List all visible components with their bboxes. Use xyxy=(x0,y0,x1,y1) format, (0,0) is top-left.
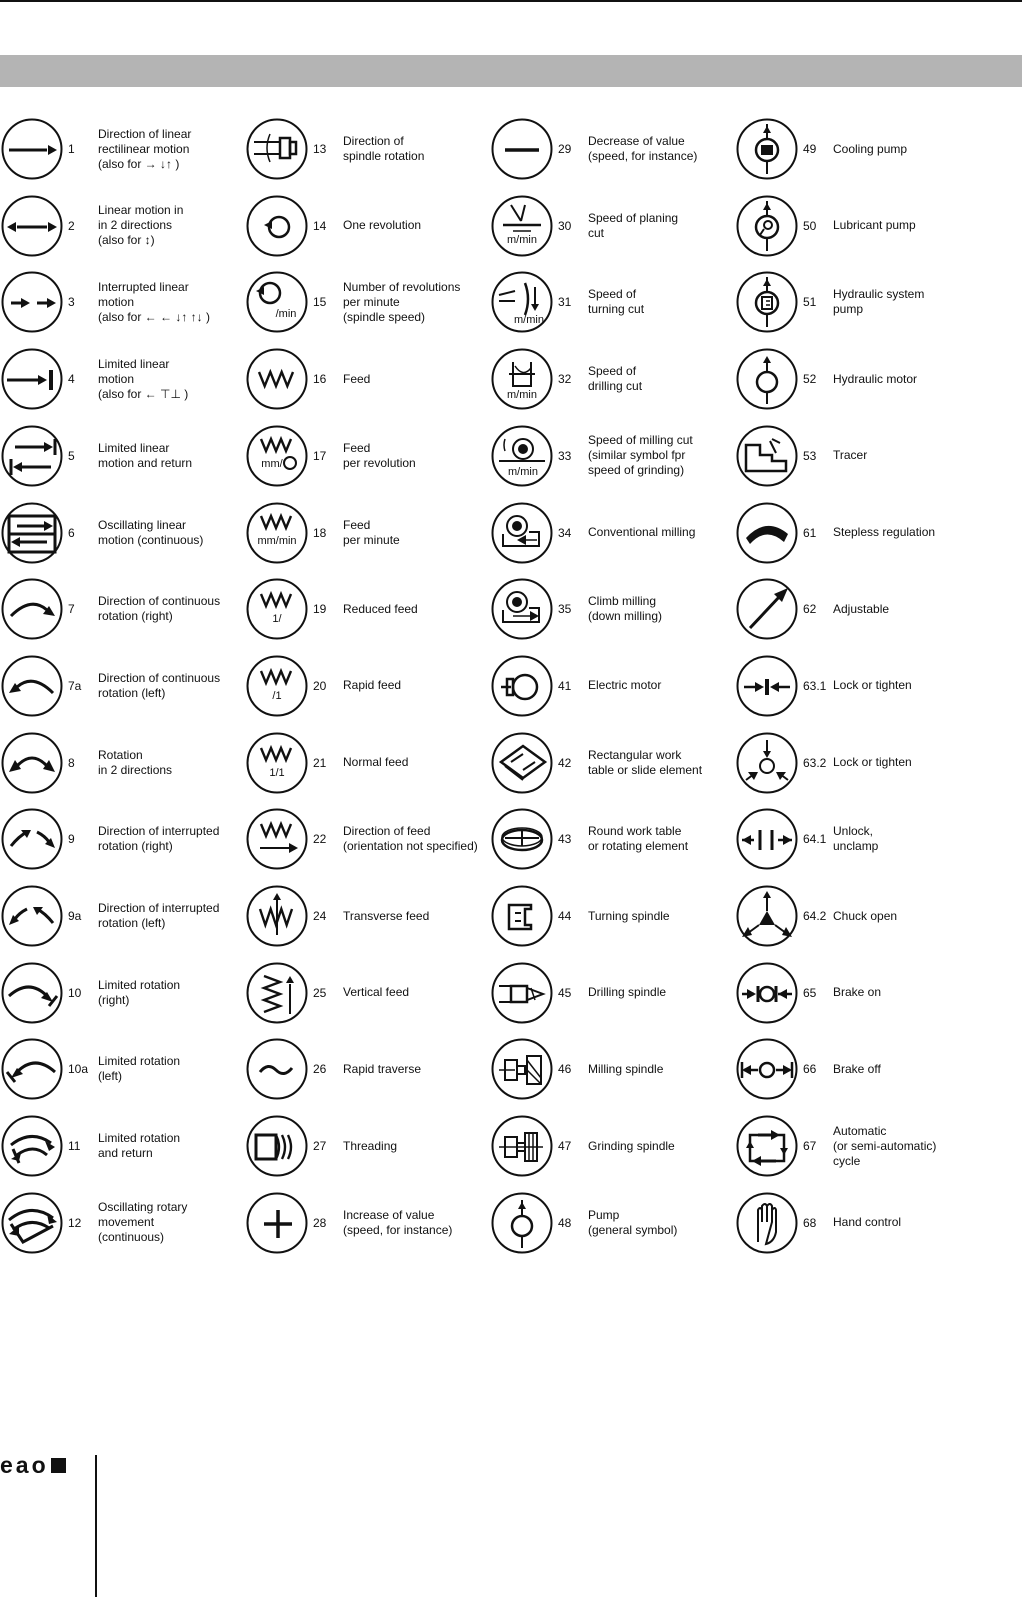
rotation-return-icon xyxy=(1,1115,63,1177)
symbol-number: 14 xyxy=(313,218,327,233)
milling-spindle-icon xyxy=(491,1038,553,1100)
symbol-number: 68 xyxy=(803,1215,817,1230)
decrease-value-icon xyxy=(491,118,553,180)
symbol-description: Brake on xyxy=(833,985,882,1000)
symbol-entry xyxy=(490,498,740,568)
symbol-number: 64.1 xyxy=(803,832,827,847)
double-arrow-icon xyxy=(1,195,63,257)
adjustable-icon xyxy=(736,578,798,640)
svg-text:m/min: m/min xyxy=(508,465,538,478)
symbol-number: 8 xyxy=(68,755,75,770)
symbol-number: 10 xyxy=(68,985,82,1000)
footer-logo: eao xyxy=(0,1452,66,1479)
rapid-traverse-icon xyxy=(246,1038,308,1100)
symbol-number: 22 xyxy=(313,832,327,847)
drilling-spindle-icon xyxy=(491,962,553,1024)
symbol-description: Hydraulic motor xyxy=(833,371,918,386)
symbol-entry xyxy=(490,191,740,261)
hand-control-icon xyxy=(736,1192,798,1254)
symbol-number: 26 xyxy=(313,1062,327,1077)
limited-rotation-left-icon xyxy=(1,1038,63,1100)
svg-text:m/min: m/min xyxy=(507,389,537,402)
header-band xyxy=(0,55,1022,87)
symbol-description: Direction of continuous rotation (left) xyxy=(98,670,221,700)
symbol-number: 66 xyxy=(803,1062,817,1077)
symbol-entry xyxy=(490,267,740,337)
symbol-description: Speed of milling cut (similar symbol fpr speed of grinding) xyxy=(588,433,693,478)
symbol-description: Threading xyxy=(343,1138,398,1153)
symbol-entry xyxy=(735,1034,985,1104)
symbol-description: Chuck open xyxy=(833,908,898,923)
symbol-number: 62 xyxy=(803,602,817,617)
symbol-description: Drilling spindle xyxy=(588,985,667,1000)
symbol-description: Brake off xyxy=(833,1061,881,1076)
pump-icon xyxy=(491,1192,553,1254)
interrupted-arrow-icon xyxy=(1,271,63,333)
symbol-number: 3 xyxy=(68,295,75,310)
oscillating-rotary-icon xyxy=(1,1192,63,1254)
symbol-description: Feed xyxy=(343,371,371,386)
limited-rotation-right-icon xyxy=(1,962,63,1024)
symbol-entry xyxy=(735,728,985,798)
symbol-entry xyxy=(490,1111,740,1181)
symbol-description: Turning spindle xyxy=(588,908,670,923)
feed-per-minute-icon xyxy=(246,502,308,564)
symbol-number: 35 xyxy=(558,602,572,617)
feed-per-revolution-icon xyxy=(246,425,308,487)
symbol-number: 33 xyxy=(558,448,572,463)
interrupted-rotation-right-icon xyxy=(1,808,63,870)
symbol-number: 65 xyxy=(803,985,817,1000)
symbol-entry xyxy=(0,1188,250,1258)
symbol-entry xyxy=(735,881,985,951)
symbol-entry xyxy=(0,574,250,644)
one-revolution-icon xyxy=(246,195,308,257)
symbol-description: Transverse feed xyxy=(343,908,430,923)
symbol-description: Grinding spindle xyxy=(588,1138,675,1153)
logo-square-icon xyxy=(51,1458,66,1473)
symbol-description: Automatic (or semi-automatic) cycle xyxy=(833,1123,937,1168)
normal-feed-icon xyxy=(246,732,308,794)
symbol-number: 63.1 xyxy=(803,678,827,693)
limited-linear-icon xyxy=(1,348,63,410)
symbol-number: 64.2 xyxy=(803,909,827,923)
symbol-number: 31 xyxy=(558,295,572,310)
symbol-number: 25 xyxy=(313,985,327,1000)
symbol-description: Increase of value (speed, for instance) xyxy=(343,1207,453,1237)
symbol-number: 51 xyxy=(803,295,817,310)
symbol-description: Unlock, unclamp xyxy=(833,824,879,854)
symbol-description: Speed of turning cut xyxy=(588,287,645,317)
svg-text:1/1: 1/1 xyxy=(269,766,285,779)
planing-cut-icon xyxy=(491,195,553,257)
symbol-description: Rotation in 2 directions xyxy=(98,747,173,777)
symbol-description: Adjustable xyxy=(833,601,890,616)
symbol-number: 10a xyxy=(68,1062,89,1077)
symbol-description: Normal feed xyxy=(343,755,409,770)
symbol-entry xyxy=(0,498,250,568)
symbol-number: 18 xyxy=(313,525,327,540)
transverse-feed-icon xyxy=(246,885,308,947)
symbol-number: 12 xyxy=(68,1215,82,1230)
arrow-right-icon xyxy=(1,118,63,180)
rectangular-table-icon xyxy=(491,732,553,794)
symbol-description: Hand control xyxy=(833,1215,902,1230)
symbol-entry xyxy=(245,267,495,337)
symbol-number: 19 xyxy=(313,602,327,617)
symbol-entry xyxy=(735,804,985,874)
threading-icon xyxy=(246,1115,308,1177)
symbol-entry xyxy=(245,1111,495,1181)
symbol-grid xyxy=(0,114,1022,1284)
symbol-entry xyxy=(245,804,495,874)
rotation-both-icon xyxy=(1,732,63,794)
symbol-number: 49 xyxy=(803,142,817,156)
symbol-entry xyxy=(0,651,250,721)
symbol-entry xyxy=(0,344,250,414)
footer-rule xyxy=(95,1455,97,1597)
rapid-feed-icon xyxy=(246,655,308,717)
rotation-left-icon xyxy=(1,655,63,717)
symbol-description: Direction of feed (orientation not specified) xyxy=(343,824,478,854)
symbol-description: Direction of continuous rotation (right) xyxy=(98,594,221,624)
feed-icon xyxy=(246,348,308,410)
symbol-entry xyxy=(245,574,495,644)
drilling-cut-icon xyxy=(491,348,553,410)
symbol-number: 29 xyxy=(558,142,572,156)
symbol-entry xyxy=(490,728,740,798)
symbol-description: Oscillating rotary movement (continuous) xyxy=(98,1200,188,1245)
feed-direction-icon xyxy=(246,808,308,870)
symbol-entry xyxy=(245,421,495,491)
svg-text:m/min: m/min xyxy=(514,314,544,327)
symbol-entry xyxy=(0,421,250,491)
symbol-description: Limited linear motion (also for ← ⊤⊥ ) xyxy=(98,356,189,401)
symbol-entry xyxy=(490,574,740,644)
symbol-entry xyxy=(490,114,740,184)
symbol-entry xyxy=(490,958,740,1028)
symbol-description: Limited rotation (left) xyxy=(98,1054,181,1084)
symbol-number: 43 xyxy=(558,832,572,847)
symbol-number: 5 xyxy=(68,448,75,463)
symbol-description: Reduced feed xyxy=(343,601,418,616)
symbol-entry xyxy=(735,651,985,721)
symbol-number: 45 xyxy=(558,985,572,1000)
symbol-number: 42 xyxy=(558,755,572,770)
grinding-spindle-icon xyxy=(491,1115,553,1177)
symbol-entry xyxy=(0,1034,250,1104)
milling-cut-icon xyxy=(491,425,553,487)
brake-on-icon xyxy=(736,962,798,1024)
svg-text:1/: 1/ xyxy=(272,613,282,626)
symbol-number: 63.2 xyxy=(803,755,827,770)
symbol-number: 24 xyxy=(313,909,327,923)
symbol-number: 53 xyxy=(803,448,817,463)
brake-off-icon xyxy=(736,1038,798,1100)
tracer-icon xyxy=(736,425,798,487)
symbol-number: 27 xyxy=(313,1139,327,1154)
symbol-entry xyxy=(245,1188,495,1258)
symbol-description: Lock or tighten xyxy=(833,755,912,770)
symbol-entry xyxy=(490,804,740,874)
cooling-pump-icon xyxy=(736,118,798,180)
symbol-number: 20 xyxy=(313,678,327,693)
symbol-description: Oscillating linear motion (continuous) xyxy=(98,517,204,547)
conventional-milling-icon xyxy=(491,502,553,564)
svg-text:mm/min: mm/min xyxy=(257,534,297,547)
symbol-number: 30 xyxy=(558,218,572,233)
symbol-number: 4 xyxy=(68,372,75,387)
symbol-description: Rapid feed xyxy=(343,678,402,693)
stepless-regulation-icon xyxy=(736,502,798,564)
svg-text:m/min: m/min xyxy=(507,233,537,246)
symbol-entry xyxy=(245,958,495,1028)
symbol-description: Linear motion in in 2 directions (also for ↕) xyxy=(98,203,184,248)
svg-text:mm/: mm/ xyxy=(261,457,283,470)
symbol-description: Limited rotation (right) xyxy=(98,977,181,1007)
symbol-entry xyxy=(245,881,495,951)
reduced-feed-icon xyxy=(246,578,308,640)
symbol-number: 13 xyxy=(313,142,327,156)
round-table-icon xyxy=(491,808,553,870)
symbol-number: 16 xyxy=(313,372,327,387)
top-rule xyxy=(0,0,1022,2)
symbol-description: Conventional milling xyxy=(588,525,696,539)
symbol-entry xyxy=(0,114,250,184)
electric-motor-icon xyxy=(491,655,553,717)
symbol-entry xyxy=(0,804,250,874)
symbol-description: Lock or tighten xyxy=(833,678,912,693)
linear-return-icon xyxy=(1,425,63,487)
svg-text:/1: /1 xyxy=(272,689,282,702)
svg-text:/min: /min xyxy=(275,308,297,321)
symbol-description: Electric motor xyxy=(588,678,662,693)
symbol-number: 17 xyxy=(313,448,327,463)
symbol-entry xyxy=(735,421,985,491)
symbol-description: Speed of planing cut xyxy=(588,210,679,240)
unlock-icon xyxy=(736,808,798,870)
symbol-entry xyxy=(0,1111,250,1181)
symbol-description: Interrupted linear motion (also for ← ← ↓↑ ↑↓ ) xyxy=(98,279,211,324)
symbol-number: 44 xyxy=(558,909,572,923)
symbol-entry xyxy=(735,498,985,568)
revolutions-per-minute-icon xyxy=(246,271,308,333)
symbol-number: 67 xyxy=(803,1139,817,1154)
symbol-entry xyxy=(735,1111,985,1181)
symbol-number: 47 xyxy=(558,1139,572,1154)
symbol-entry xyxy=(490,881,740,951)
symbol-number: 52 xyxy=(803,372,817,387)
hydraulic-motor-icon xyxy=(736,348,798,410)
symbol-number: 11 xyxy=(68,1139,81,1154)
rotation-right-icon xyxy=(1,578,63,640)
symbol-entry xyxy=(245,344,495,414)
symbol-entry xyxy=(490,651,740,721)
symbol-number: 7a xyxy=(68,678,82,693)
symbol-entry xyxy=(490,1188,740,1258)
symbol-entry xyxy=(735,267,985,337)
symbol-number: 1 xyxy=(68,142,75,156)
symbol-entry xyxy=(245,114,495,184)
interrupted-rotation-left-icon xyxy=(1,885,63,947)
symbol-description: Direction of linear rectilinear motion (also for → ↓↑ ) xyxy=(98,126,192,171)
symbol-description: Direction of interrupted rotation (left) xyxy=(98,901,220,930)
symbol-description: Tracer xyxy=(833,448,868,463)
lubricant-pump-icon xyxy=(736,195,798,257)
symbol-description: Hydraulic system pump xyxy=(833,287,925,317)
symbol-description: Direction of interrupted rotation (right) xyxy=(98,824,220,854)
increase-value-icon xyxy=(246,1192,308,1254)
symbol-description: Rectangular work table or slide element xyxy=(588,747,703,777)
symbol-description: Decrease of value (speed, for instance) xyxy=(588,134,698,163)
spindle-rotation-icon xyxy=(246,118,308,180)
symbol-number: 34 xyxy=(558,525,572,540)
symbol-entry xyxy=(735,958,985,1028)
symbol-description: Cooling pump xyxy=(833,141,908,156)
symbol-description: Speed of drilling cut xyxy=(588,364,643,394)
symbol-number: 7 xyxy=(68,602,75,617)
symbol-description: Limited rotation and return xyxy=(98,1131,181,1161)
symbol-entry xyxy=(735,114,985,184)
symbol-entry xyxy=(245,651,495,721)
symbol-description: Number of revolutions per minute (spindle speed) xyxy=(343,279,461,324)
symbol-number: 21 xyxy=(313,755,327,770)
symbol-entry xyxy=(735,1188,985,1258)
symbol-number: 9 xyxy=(68,832,75,847)
oscillating-linear-icon xyxy=(1,502,63,564)
symbol-entry xyxy=(490,344,740,414)
symbol-number: 9a xyxy=(68,909,82,923)
symbol-number: 2 xyxy=(68,218,75,233)
symbol-description: Climb milling (down milling) xyxy=(588,594,663,624)
turning-spindle-icon xyxy=(491,885,553,947)
hydraulic-pump-icon xyxy=(736,271,798,333)
symbol-description: Direction of spindle rotation xyxy=(343,134,425,163)
symbol-entry xyxy=(0,728,250,798)
symbol-number: 46 xyxy=(558,1062,572,1077)
symbol-description: Feed per revolution xyxy=(343,440,416,470)
symbol-number: 15 xyxy=(313,295,327,310)
symbol-number: 41 xyxy=(558,678,572,693)
climb-milling-icon xyxy=(491,578,553,640)
symbol-entry xyxy=(490,1034,740,1104)
lock-icon xyxy=(736,655,798,717)
chuck-open-icon xyxy=(736,885,798,947)
symbol-entry xyxy=(0,881,250,951)
symbol-description: Milling spindle xyxy=(588,1061,664,1076)
symbol-entry xyxy=(245,1034,495,1104)
turning-cut-icon xyxy=(491,271,553,333)
symbol-entry xyxy=(245,498,495,568)
symbol-number: 32 xyxy=(558,372,572,387)
symbol-number: 6 xyxy=(68,525,75,540)
symbol-number: 48 xyxy=(558,1215,572,1230)
lock-three-jaw-icon xyxy=(736,732,798,794)
symbol-entry xyxy=(490,421,740,491)
symbol-number: 28 xyxy=(313,1215,327,1230)
symbol-description: Vertical feed xyxy=(343,985,410,1000)
symbol-description: Feed per minute xyxy=(343,517,400,547)
symbol-description: One revolution xyxy=(343,218,422,233)
symbol-entry xyxy=(0,267,250,337)
symbol-entry xyxy=(245,191,495,261)
symbol-description: Round work table or rotating element xyxy=(588,824,689,854)
symbol-entry xyxy=(735,344,985,414)
symbol-description: Lubricant pump xyxy=(833,218,916,233)
symbol-entry xyxy=(735,574,985,644)
symbol-entry xyxy=(245,728,495,798)
symbol-description: Stepless regulation xyxy=(833,525,936,539)
symbol-entry xyxy=(0,191,250,261)
symbol-entry xyxy=(0,958,250,1028)
symbol-description: Rapid traverse xyxy=(343,1061,422,1076)
vertical-feed-icon xyxy=(246,962,308,1024)
symbol-number: 50 xyxy=(803,218,817,233)
symbol-number: 61 xyxy=(803,525,817,540)
symbol-description: Pump (general symbol) xyxy=(588,1207,678,1237)
symbol-description: Limited linear motion and return xyxy=(98,440,193,470)
symbol-entry xyxy=(735,191,985,261)
automatic-cycle-icon xyxy=(736,1115,798,1177)
